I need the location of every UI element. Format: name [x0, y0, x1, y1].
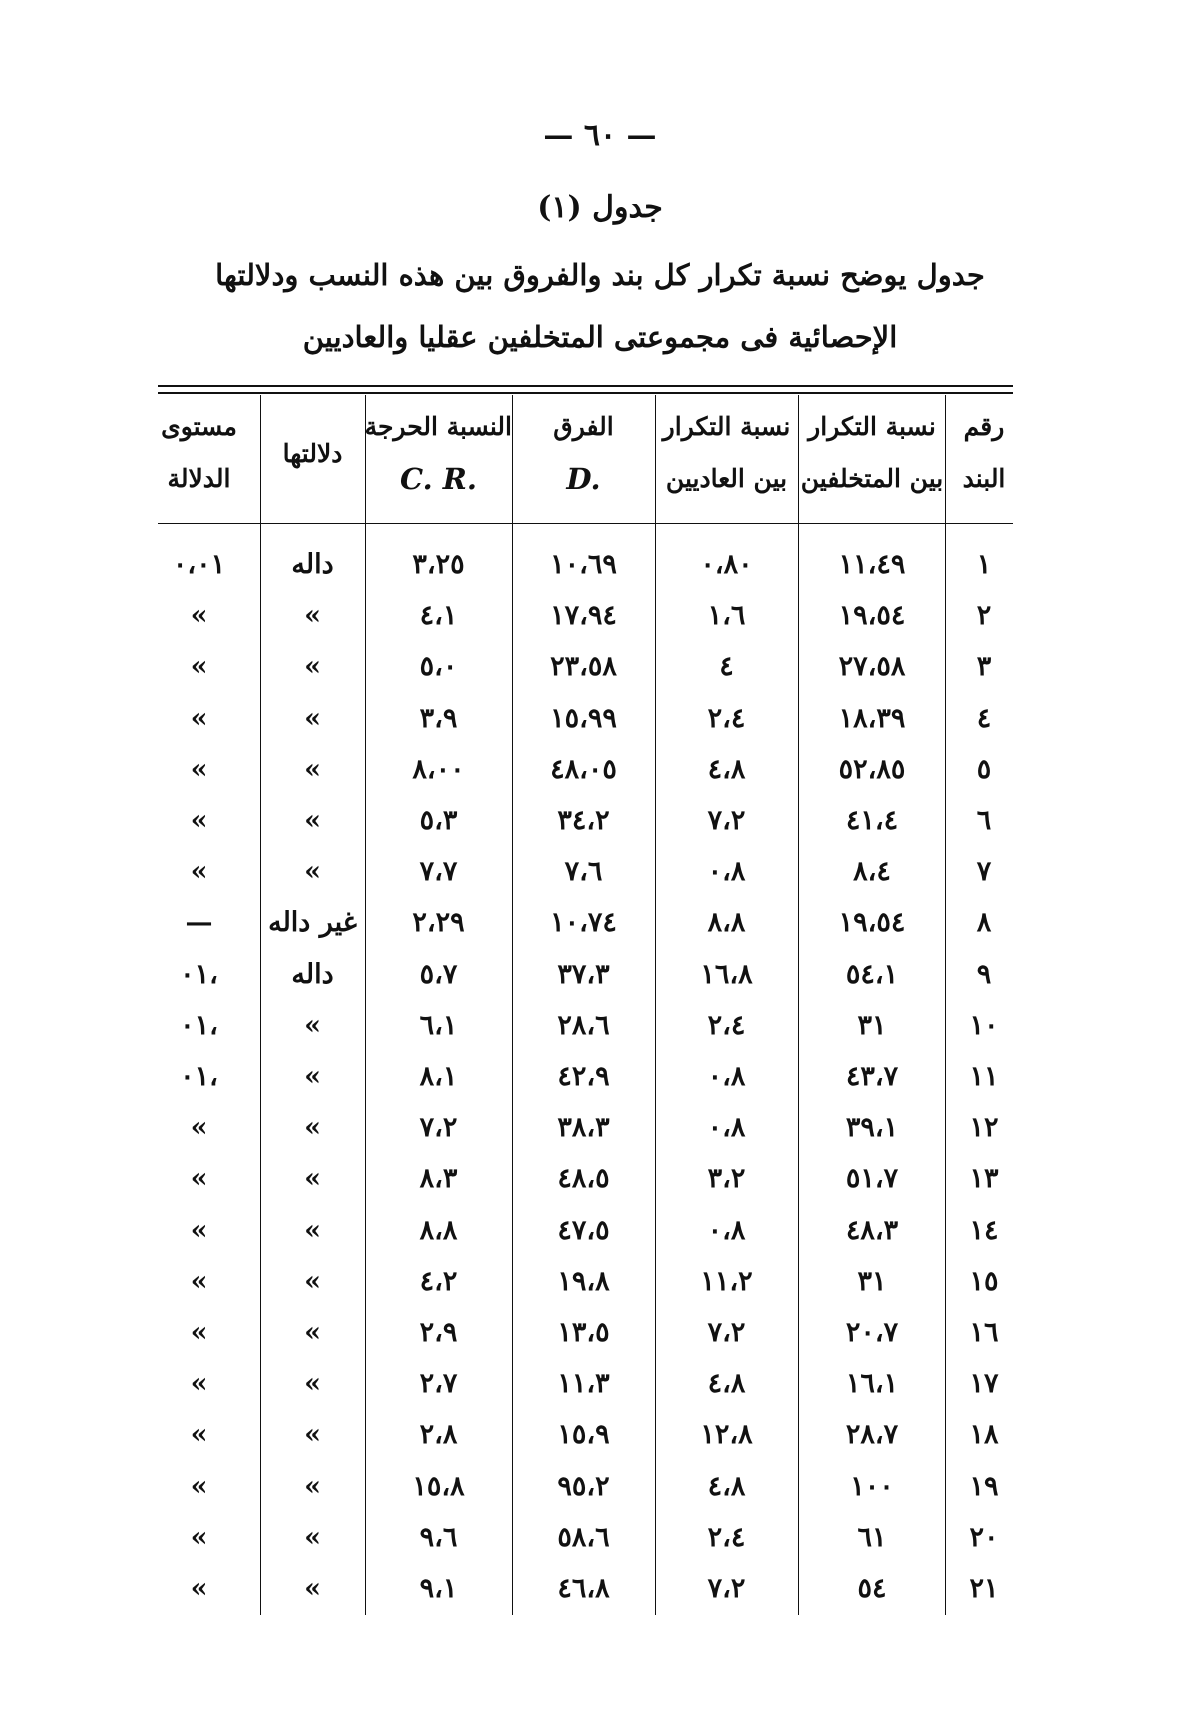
cell-cr-row-2: ٤،١: [419, 600, 458, 631]
table-caption-line-1: جدول يوضح نسبة تكرار كل بند والفروق بين هذه النسب ودلالتها: [215, 258, 985, 292]
table-label: جدول (١): [537, 190, 663, 225]
header-significance-level-line-1: مستوى: [161, 412, 237, 441]
cell-freq-normal-row-14: ٠،٨: [707, 1215, 746, 1246]
cell-diff-row-2: ١٧،٩٤: [550, 600, 617, 631]
cell-freq-retarded-row-14: ٤٨،٣: [845, 1215, 899, 1246]
cell-significance-row-11: »: [304, 1061, 321, 1092]
cell-item-row-14: ١٤: [969, 1215, 999, 1246]
cell-significance-row-13: »: [304, 1163, 321, 1194]
cell-significance-row-1: داله: [291, 549, 334, 580]
cell-freq-normal-row-2: ١،٦: [707, 600, 746, 631]
cell-diff-row-18: ١٥،٩: [557, 1419, 610, 1450]
cell-item-row-8: ٨: [976, 907, 992, 938]
cell-freq-retarded-row-10: ٣١: [857, 1010, 887, 1041]
cell-cr-row-14: ٨،٨: [419, 1215, 458, 1246]
cell-cr-row-19: ١٥،٨: [412, 1471, 465, 1502]
cell-level-row-16: »: [190, 1317, 208, 1348]
cell-diff-row-15: ١٩،٨: [557, 1266, 610, 1297]
cell-freq-normal-row-5: ٤،٨: [707, 754, 746, 785]
cell-significance-row-6: »: [304, 805, 321, 836]
cell-cr-row-3: ٥،٠: [419, 651, 458, 682]
cell-diff-row-8: ١٠،٧٤: [550, 907, 617, 938]
header-freq-normal-line-2: بين العاديين: [665, 464, 788, 493]
cell-significance-row-5: »: [304, 754, 321, 785]
cell-freq-normal-row-6: ٧،٢: [707, 805, 746, 836]
cell-level-row-15: »: [190, 1266, 208, 1297]
cell-level-row-21: »: [190, 1573, 208, 1604]
cell-freq-retarded-row-21: ٥٤: [857, 1573, 887, 1604]
cell-freq-retarded-row-2: ١٩،٥٤: [838, 600, 906, 631]
cell-cr-row-9: ٥،٧: [419, 959, 458, 990]
cell-diff-row-10: ٢٨،٦: [557, 1010, 610, 1041]
cell-cr-row-1: ٣،٢٥: [412, 549, 465, 580]
cell-significance-row-3: »: [304, 651, 321, 682]
cell-item-row-13: ١٣: [969, 1163, 999, 1194]
cell-freq-retarded-row-16: ٢٠،٧: [845, 1317, 899, 1348]
cell-freq-retarded-row-19: ١٠٠: [850, 1471, 894, 1502]
cell-freq-normal-row-3: ٤: [719, 651, 734, 682]
cell-freq-normal-row-9: ١٦،٨: [700, 959, 753, 990]
header-difference-line-1: الفرق: [553, 412, 614, 441]
cell-freq-normal-row-20: ٢،٤: [707, 1522, 746, 1553]
cell-freq-retarded-row-13: ٥١،٧: [845, 1163, 899, 1194]
cell-significance-row-19: »: [304, 1471, 321, 1502]
cell-significance-row-21: »: [304, 1573, 321, 1604]
header-freq-normal-line-1: نسبة التكرار: [662, 412, 791, 441]
cell-item-row-7: ٧: [976, 856, 992, 887]
cell-level-row-1: ٠،٠١: [172, 549, 226, 580]
header-significance-line-1: دلالتها: [282, 439, 343, 468]
cell-level-row-2: »: [190, 600, 208, 631]
cell-level-row-14: »: [190, 1215, 208, 1246]
cell-item-row-10: ١٠: [969, 1010, 999, 1041]
header-freq-retarded-line-1: نسبة التكرار: [808, 412, 936, 441]
cell-item-row-15: ١٥: [969, 1266, 999, 1297]
cell-freq-retarded-row-11: ٤٣،٧: [845, 1061, 899, 1092]
header-item-number-line-2: البند: [962, 464, 1006, 493]
cell-level-row-13: »: [190, 1163, 208, 1194]
cell-level-row-19: »: [190, 1471, 208, 1502]
cell-freq-retarded-row-15: ٣١: [857, 1266, 887, 1297]
cell-freq-normal-row-11: ٠،٨: [707, 1061, 746, 1092]
cell-freq-normal-row-12: ٠،٨: [707, 1112, 746, 1143]
cell-cr-row-17: ٢،٧: [419, 1368, 458, 1399]
cell-item-row-17: ١٧: [969, 1368, 999, 1399]
cell-level-row-3: »: [190, 651, 208, 682]
page-number: — ٦٠ —: [543, 118, 657, 153]
cell-freq-normal-row-15: ١١،٢: [700, 1266, 753, 1297]
cell-freq-normal-row-18: ١٢،٨: [700, 1419, 753, 1450]
cell-cr-row-16: ٢،٩: [419, 1317, 458, 1348]
cell-freq-retarded-row-6: ٤١،٤: [845, 805, 899, 836]
cell-significance-row-18: »: [304, 1419, 321, 1450]
cell-freq-normal-row-19: ٤،٨: [707, 1471, 746, 1502]
cell-significance-row-12: »: [304, 1112, 321, 1143]
cell-cr-row-21: ٩،١: [419, 1573, 458, 1604]
cell-level-row-18: »: [190, 1419, 208, 1450]
cell-level-row-5: »: [190, 754, 208, 785]
cell-significance-row-16: »: [304, 1317, 321, 1348]
cell-freq-retarded-row-1: ١١،٤٩: [838, 549, 906, 580]
cell-item-row-9: ٩: [976, 959, 992, 990]
cell-freq-retarded-row-5: ٥٢،٨٥: [838, 754, 906, 785]
cell-diff-row-17: ١١،٣: [557, 1368, 610, 1399]
cell-significance-row-4: »: [304, 703, 321, 734]
cell-diff-row-9: ٣٧،٣: [557, 959, 610, 990]
cell-item-row-4: ٤: [976, 703, 992, 734]
cell-cr-row-8: ٢،٢٩: [412, 907, 465, 938]
cell-freq-normal-row-7: ٠،٨: [707, 856, 746, 887]
cell-significance-row-8: غير داله: [268, 907, 357, 938]
cell-diff-row-7: ٧،٦: [564, 856, 603, 887]
cell-freq-normal-row-17: ٤،٨: [707, 1368, 746, 1399]
header-item-number-line-1: رقم: [963, 412, 1005, 441]
cell-freq-retarded-row-17: ١٦،١: [845, 1368, 899, 1399]
cell-significance-row-2: »: [304, 600, 321, 631]
table-top-rule: [158, 385, 1013, 387]
cell-item-row-3: ٣: [976, 651, 992, 682]
cell-freq-normal-row-16: ٧،٢: [707, 1317, 746, 1348]
cell-freq-retarded-row-20: ٦١: [857, 1522, 887, 1553]
cell-cr-row-7: ٧،٧: [419, 856, 458, 887]
cell-diff-row-12: ٣٨،٣: [557, 1112, 610, 1143]
header-difference-line-2: D.: [566, 462, 601, 496]
cell-level-row-8: —: [185, 907, 213, 938]
cell-cr-row-11: ٨،١: [419, 1061, 458, 1092]
cell-diff-row-1: ١٠،٦٩: [550, 549, 617, 580]
cell-diff-row-5: ٤٨،٠٥: [550, 754, 617, 785]
cell-freq-normal-row-10: ٢،٤: [707, 1010, 746, 1041]
header-significance-level-line-2: الدلالة: [167, 464, 231, 493]
cell-diff-row-20: ٥٨،٦: [557, 1522, 610, 1553]
cell-freq-retarded-row-18: ٢٨،٧: [845, 1419, 899, 1450]
cell-diff-row-19: ٩٥،٢: [557, 1471, 610, 1502]
cell-diff-row-14: ٤٧،٥: [557, 1215, 610, 1246]
cell-cr-row-20: ٩،٦: [419, 1522, 458, 1553]
cell-cr-row-4: ٣،٩: [419, 703, 458, 734]
cell-significance-row-7: »: [304, 856, 321, 887]
cell-cr-row-15: ٤،٢: [419, 1266, 458, 1297]
cell-level-row-6: »: [190, 805, 208, 836]
cell-item-row-20: ٢٠: [969, 1522, 999, 1553]
cell-cr-row-18: ٢،٨: [419, 1419, 458, 1450]
cell-freq-retarded-row-3: ٢٧،٥٨: [838, 651, 906, 682]
cell-significance-row-14: »: [304, 1215, 321, 1246]
cell-freq-retarded-row-12: ٣٩،١: [845, 1112, 899, 1143]
cell-significance-row-17: »: [304, 1368, 321, 1399]
cell-diff-row-16: ١٣،٥: [557, 1317, 610, 1348]
cell-freq-normal-row-4: ٢،٤: [707, 703, 746, 734]
cell-significance-row-10: »: [304, 1010, 321, 1041]
cell-level-row-10: ،٠١: [180, 1010, 218, 1041]
cell-cr-row-12: ٧،٢: [419, 1112, 458, 1143]
cell-cr-row-13: ٨،٣: [419, 1163, 458, 1194]
cell-level-row-11: ،٠١: [180, 1061, 218, 1092]
cell-freq-normal-row-8: ٨،٨: [707, 907, 746, 938]
cell-item-row-11: ١١: [969, 1061, 999, 1092]
cell-diff-row-21: ٤٦،٨: [557, 1573, 610, 1604]
table-caption-line-2: الإحصائية فى مجموعتى المتخلفين عقليا والعاديين: [302, 320, 898, 354]
cell-level-row-9: ،٠١: [180, 959, 218, 990]
cell-freq-retarded-row-7: ٨،٤: [853, 856, 891, 887]
cell-freq-retarded-row-4: ١٨،٣٩: [838, 703, 906, 734]
header-freq-retarded-line-2: بين المتخلفين: [800, 464, 944, 493]
cell-level-row-17: »: [190, 1368, 208, 1399]
header-critical-ratio-line-1: النسبة الحرجة: [364, 412, 512, 441]
cell-diff-row-4: ١٥،٩٩: [550, 703, 617, 734]
cell-level-row-20: »: [190, 1522, 208, 1553]
cell-item-row-16: ١٦: [969, 1317, 999, 1348]
cell-item-row-5: ٥: [976, 754, 992, 785]
cell-item-row-12: ١٢: [969, 1112, 999, 1143]
cell-level-row-7: »: [190, 856, 208, 887]
cell-cr-row-6: ٥،٣: [419, 805, 458, 836]
cell-level-row-4: »: [190, 703, 208, 734]
cell-freq-retarded-row-8: ١٩،٥٤: [838, 907, 906, 938]
cell-significance-row-15: »: [304, 1266, 321, 1297]
cell-freq-retarded-row-9: ٥٤،١: [845, 959, 899, 990]
header-critical-ratio-line-2: C. R.: [400, 462, 477, 496]
cell-item-row-18: ١٨: [969, 1419, 999, 1450]
cell-level-row-12: »: [190, 1112, 208, 1143]
cell-diff-row-11: ٤٢،٩: [557, 1061, 610, 1092]
cell-item-row-21: ٢١: [969, 1573, 999, 1604]
cell-diff-row-13: ٤٨،٥: [557, 1163, 610, 1194]
cell-item-row-1: ١: [976, 549, 992, 580]
cell-significance-row-20: »: [304, 1522, 321, 1553]
table-header-rule: [158, 523, 1013, 524]
cell-item-row-2: ٢: [976, 600, 992, 631]
table-top-rule-double: [158, 392, 1013, 394]
cell-freq-normal-row-1: ٠،٨٠: [700, 549, 753, 580]
cell-significance-row-9: داله: [291, 959, 334, 990]
cell-diff-row-3: ٢٣،٥٨: [550, 651, 617, 682]
cell-cr-row-10: ٦،١: [419, 1010, 458, 1041]
cell-cr-row-5: ٨،٠٠: [412, 754, 465, 785]
cell-diff-row-6: ٣٤،٢: [557, 805, 610, 836]
cell-freq-normal-row-21: ٧،٢: [707, 1573, 746, 1604]
cell-item-row-19: ١٩: [969, 1471, 999, 1502]
cell-freq-normal-row-13: ٣،٢: [707, 1163, 746, 1194]
cell-item-row-6: ٦: [976, 805, 992, 836]
